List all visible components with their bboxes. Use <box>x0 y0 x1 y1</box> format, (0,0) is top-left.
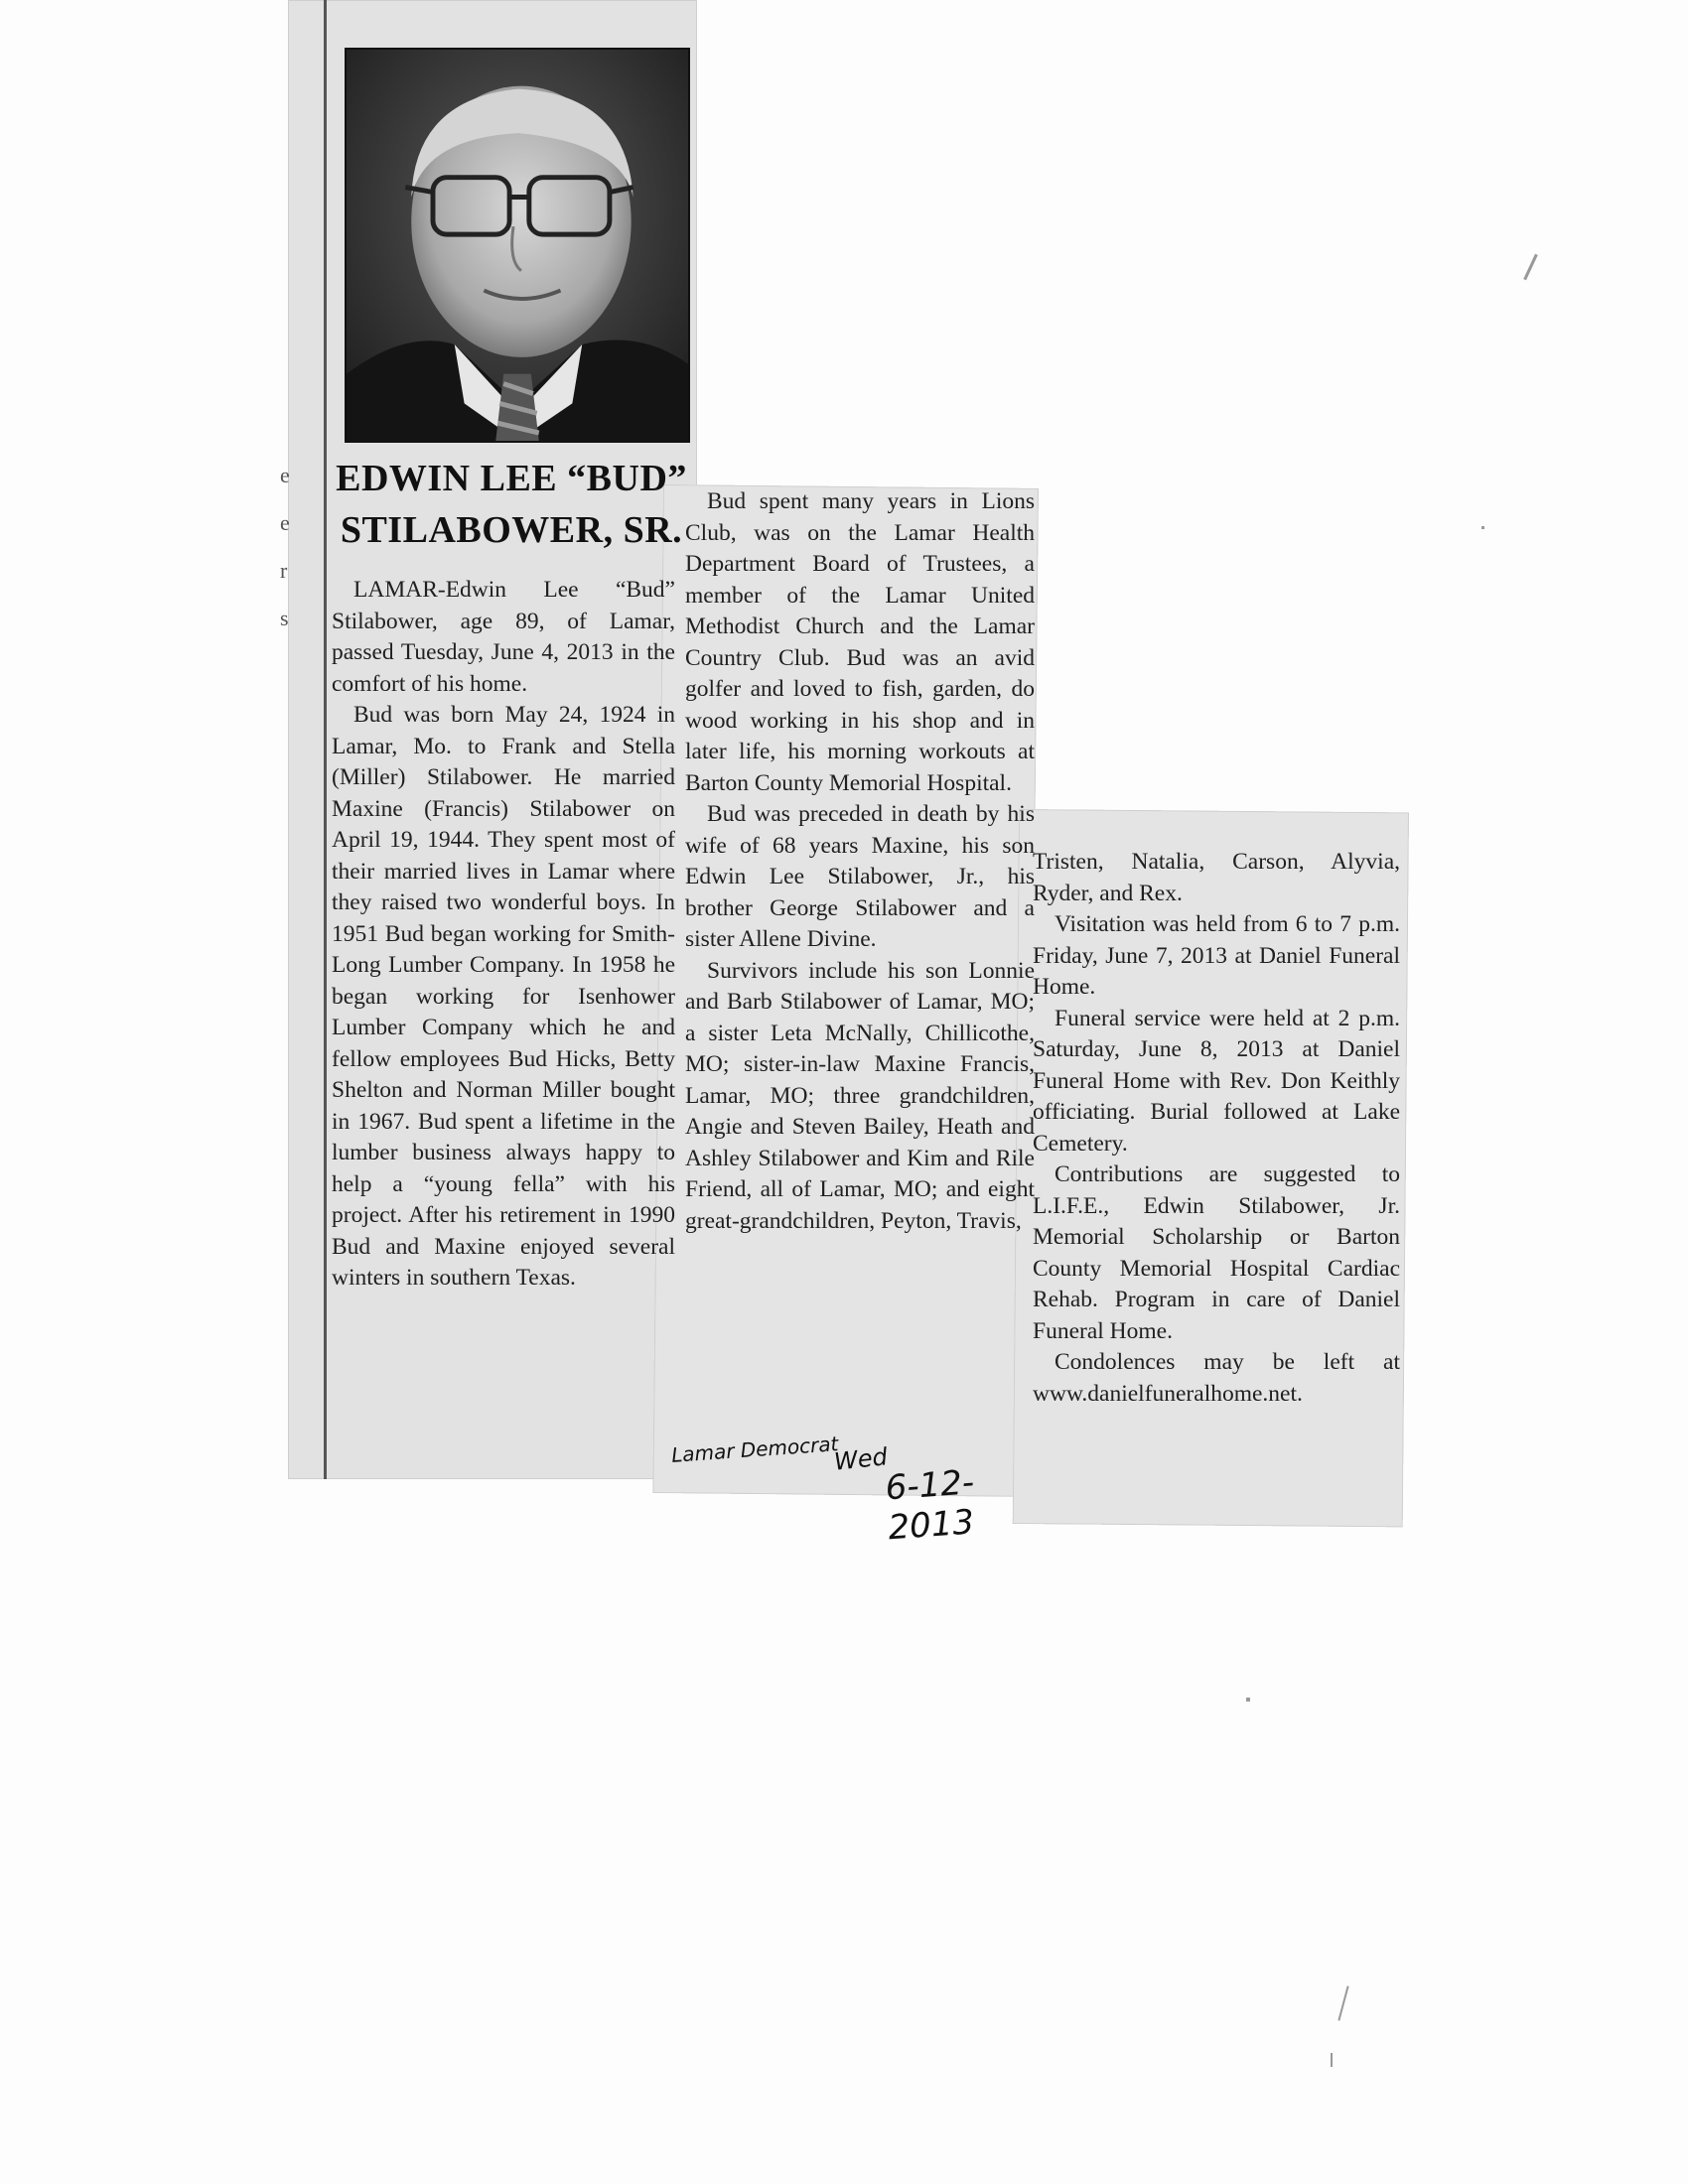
paragraph: Bud spent many years in Lions Club, was on the Lamar Health Department Board of Trustees, a member of the Lamar United Methodist Church and the Lamar Country Club. Bud was an avid golfer and loved to fish, garden, do wood working in his shop and in later life, his morning workouts at Barton County Memorial Hospital. <box>685 488 1035 796</box>
paragraph-continuation: Tristen, Natalia, Carson, Alyvia, Ryder, and Rex. <box>1033 849 1400 906</box>
paragraph: Contributions are suggested to L.I.F.E., Edwin Stilabower, Jr. Memorial Scholarship or Barton County Memorial Hospital Cardiac Rehab. Program in care of Daniel Funeral Home. <box>1033 1161 1400 1344</box>
paragraph: LAMAR-Edwin Lee “Bud” Stilabower, age 89, of Lamar, passed Tuesday, June 4, 2013 in the comfort of his home. <box>332 577 675 697</box>
paragraph: Bud was born May 24, 1924 in Lamar, Mo. to Frank and Stella (Miller) Stilabower. He married Maxine (Francis) Stilabower on April 19, 1944. They spent most of their married lives in Lamar where they raised two wonderful boys. In 1951 Bud began working for Smith-Long Lumber Company. In 1958 he began working for Isenhower Lumber Company which he and fellow employees Bud Hicks, Betty Shelton and Norman Miller bought in 1967. Bud spent a lifetime in the lumber business always happy to help a “young fella” with his project. After his retirement in 1990 Bud and Maxine enjoyed several winters in southern Texas. <box>332 702 675 1291</box>
handwritten-date: 6-12-2013 <box>884 1462 976 1549</box>
handwritten-source-note <box>663 1432 1041 1549</box>
handwritten-day: Wed <box>832 1442 890 1476</box>
portrait-photo-icon <box>347 50 688 441</box>
paragraph: Visitation was held from 6 to 7 p.m. Friday, June 7, 2013 at Daniel Funeral Home. <box>1033 911 1400 1000</box>
scan-speck <box>1337 1985 1348 2020</box>
article-column-3 <box>1033 847 1400 1410</box>
headline-line-2: STILABOWER, SR. <box>340 509 683 551</box>
portrait-photo-icon <box>345 48 690 443</box>
handwritten-publication: Lamar Democrat <box>670 1432 840 1467</box>
clipping-edge-line <box>324 0 327 1479</box>
scan-speck <box>1523 254 1538 281</box>
paragraph: Funeral service were held at 2 p.m. Saturday, June 8, 2013 at Daniel Funeral Home with Rev. Don Keithly officiating. Burial followed at Lake Cemetery. <box>1033 1005 1400 1157</box>
obituary-headline <box>328 453 695 556</box>
headline-line-1: EDWIN LEE “BUD” <box>336 458 687 499</box>
edge-text-fragments: e e r s <box>280 463 290 630</box>
paragraph: Bud was preceded in death by his wife of 68 years Maxine, his son Edwin Lee Stilabower, Jr., his brother George Stilabower and a sister Allene Divine. <box>685 801 1035 952</box>
scan-speck <box>1481 526 1484 529</box>
article-column-2 <box>685 486 1035 1237</box>
paragraph: Condolences may be left at www.danielfuneralhome.net. <box>1033 1349 1400 1407</box>
scan-speck <box>1246 1698 1250 1702</box>
article-column-1 <box>332 575 675 1295</box>
scan-speck <box>1331 2053 1333 2067</box>
paragraph: Survivors include his son Lonnie and Barb Stilabower of Lamar, MO; a sister Leta McNally, Chillicothe, MO; sister-in-law Maxine Francis, Lamar, MO; three grandchildren, Angie and Steven Bailey, Heath and Ashley Stilabower and Kim and Rile Friend, all of Lamar, MO; and eight great-grandchildren, Peyton, Travis, <box>685 957 1035 1234</box>
